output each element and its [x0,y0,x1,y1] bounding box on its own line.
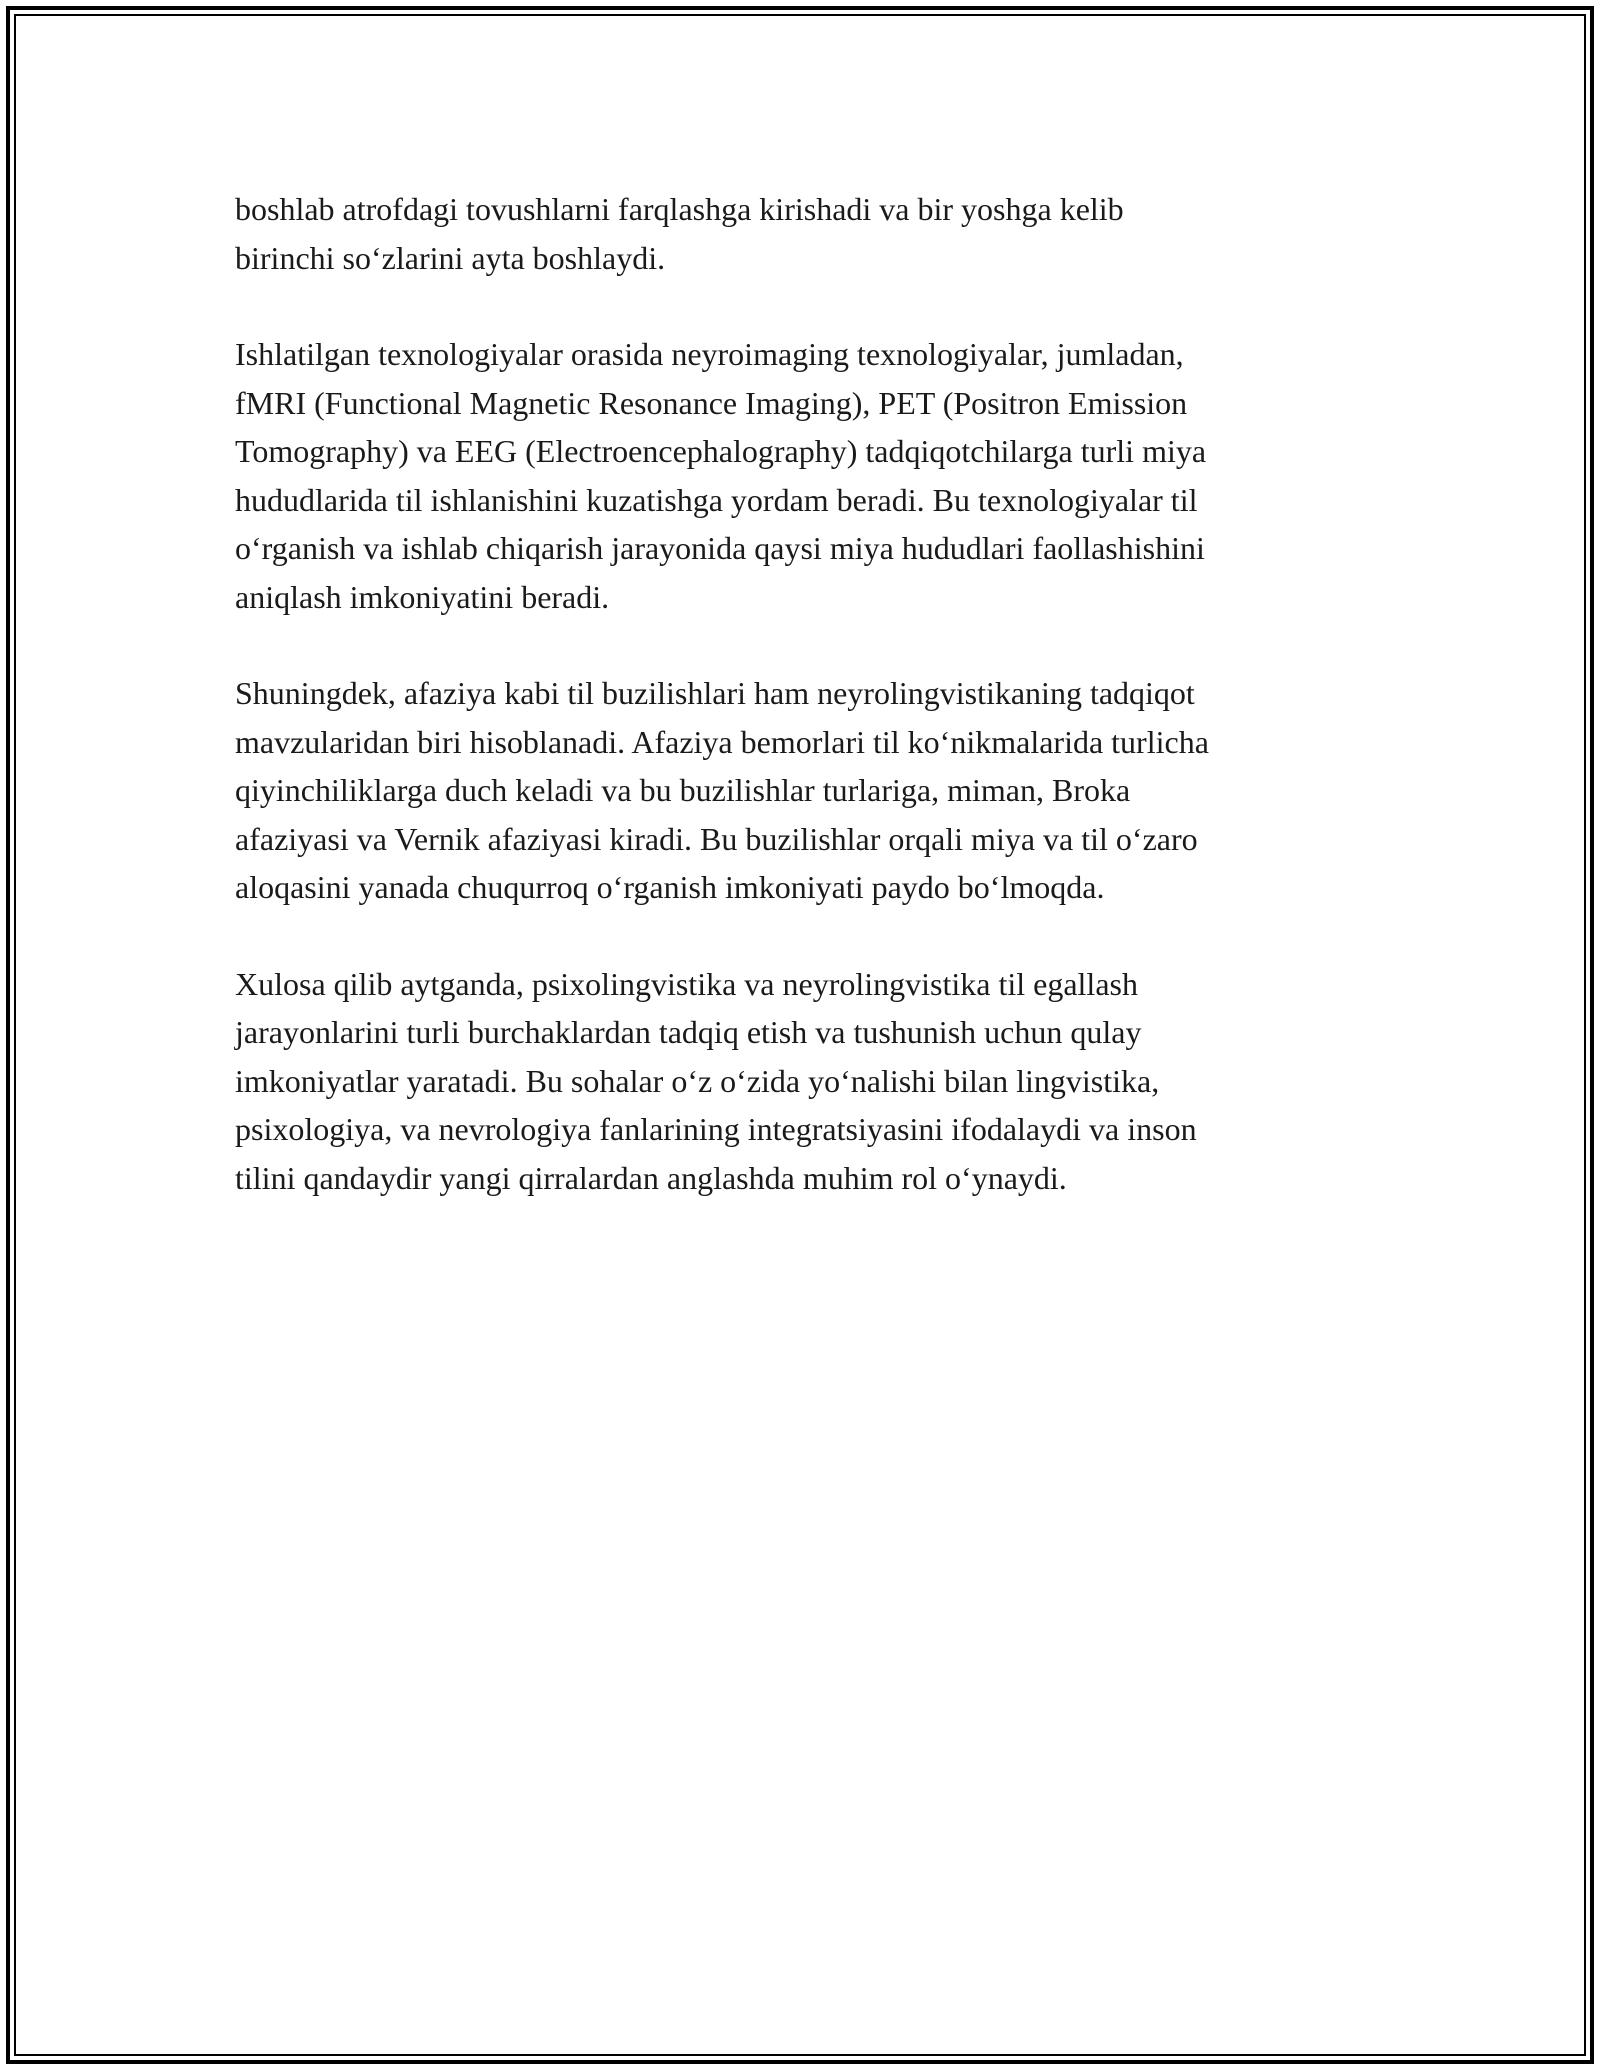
page-content [235,185,1375,1250]
paragraph-neuroimaging: Ishlatilgan texnologiyalar orasida neyroimaging texnologiyalar, jumladan, fMRI (Functional Magnetic Resonance Imaging), PET (Positron Emission Tomography) va EEG (Electroencephalography) tadqiqotchilarga turli miya hududlarida til ishlanishini kuzatishga yordam beradi. Bu texnologiyalar til o‘rganish va ishlab chiqarish jarayonida qaysi miya hududlari faollashishini aniqlash imkoniyatini beradi. [235,336,1207,615]
paragraph-continuation: boshlab atrofdagi tovushlarni farqlashga kirishadi va bir yoshga kelib birinchi so‘zlarini ayta boshlaydi. [235,191,1124,276]
paragraph-aphasia: Shuningdek, afaziya kabi til buzilishlari ham neyrolingvistikaning tadqiqot mavzularidan biri hisoblanadi. Afaziya bemorlari til ko‘nikmalarida turlicha qiyinchiliklarga duch keladi va bu buzilishlar turlariga, miman, Broka afaziyasi va Vernik afaziyasi kiradi. Bu buzilishlar orqali miya va til o‘zaro aloqasini yanada chuqurroq o‘rganish imkoniyati paydo bo‘lmoqda. [235,675,1209,905]
paragraph-conclusion: Xulosa qilib aytganda, psixolingvistika va neyrolingvistika til egallash jarayonlarini turli burchaklardan tadqiq etish va tushunish uchun qulay imkoniyatlar yaratadi. Bu sohalar o‘z o‘zida yo‘nalishi bilan lingvistika, psixologiya, va nevrologiya fanlarining integratsiyasini ifodalaydi va inson tilini qandaydir yangi qirralardan anglashda muhim rol o‘ynaydi. [235,965,1197,1196]
